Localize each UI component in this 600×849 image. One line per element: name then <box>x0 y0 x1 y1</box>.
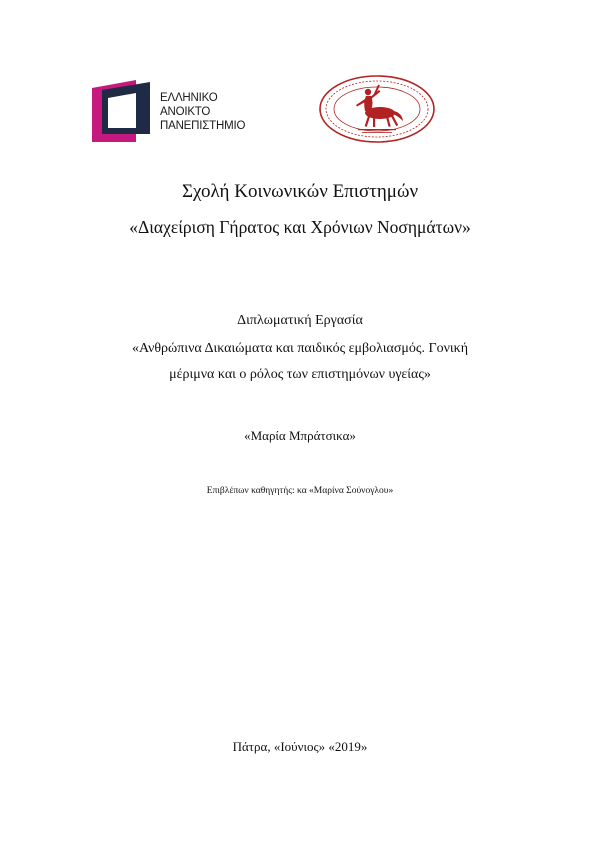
school-name: Σχολή Κοινωνικών Επιστημών <box>181 181 419 202</box>
place-and-date: Πάτρα, «Ιούνιος» «2019» <box>232 739 368 754</box>
hellenic-open-university-logo <box>92 80 267 142</box>
supervisor: Επιβλέπων καθηγητής: κα «Μαρίνα Σούνογλου» <box>206 486 394 496</box>
hou-logo-line-3: ΠΑΝΕΠΙΣΤΗΜΙΟ <box>160 120 246 132</box>
university-of-patras-seal-icon <box>318 74 436 144</box>
hou-logo-line-2: ΑΝΟΙΚΤΟ <box>160 106 211 118</box>
thesis-title-line-2: μέριμνα και ο ρόλος των επιστημόνων υγείας» <box>169 367 431 382</box>
program-name: «Διαχείριση Γήρατος και Χρόνιων Νοσημάτων» <box>129 217 471 237</box>
document-type: Διπλωματική Εργασία <box>237 313 363 328</box>
author-name: «Μαρία Μπράτσικα» <box>244 428 356 443</box>
thesis-title-line-1: «Ανθρώπινα Δικαιώματα και παιδικός εμβολιασμός. Γονική <box>131 341 469 356</box>
hou-logo-line-1: ΕΛΛΗΝΙΚΟ <box>160 92 218 104</box>
hou-logo-text <box>160 91 245 133</box>
hou-emblem-icon <box>92 80 158 142</box>
